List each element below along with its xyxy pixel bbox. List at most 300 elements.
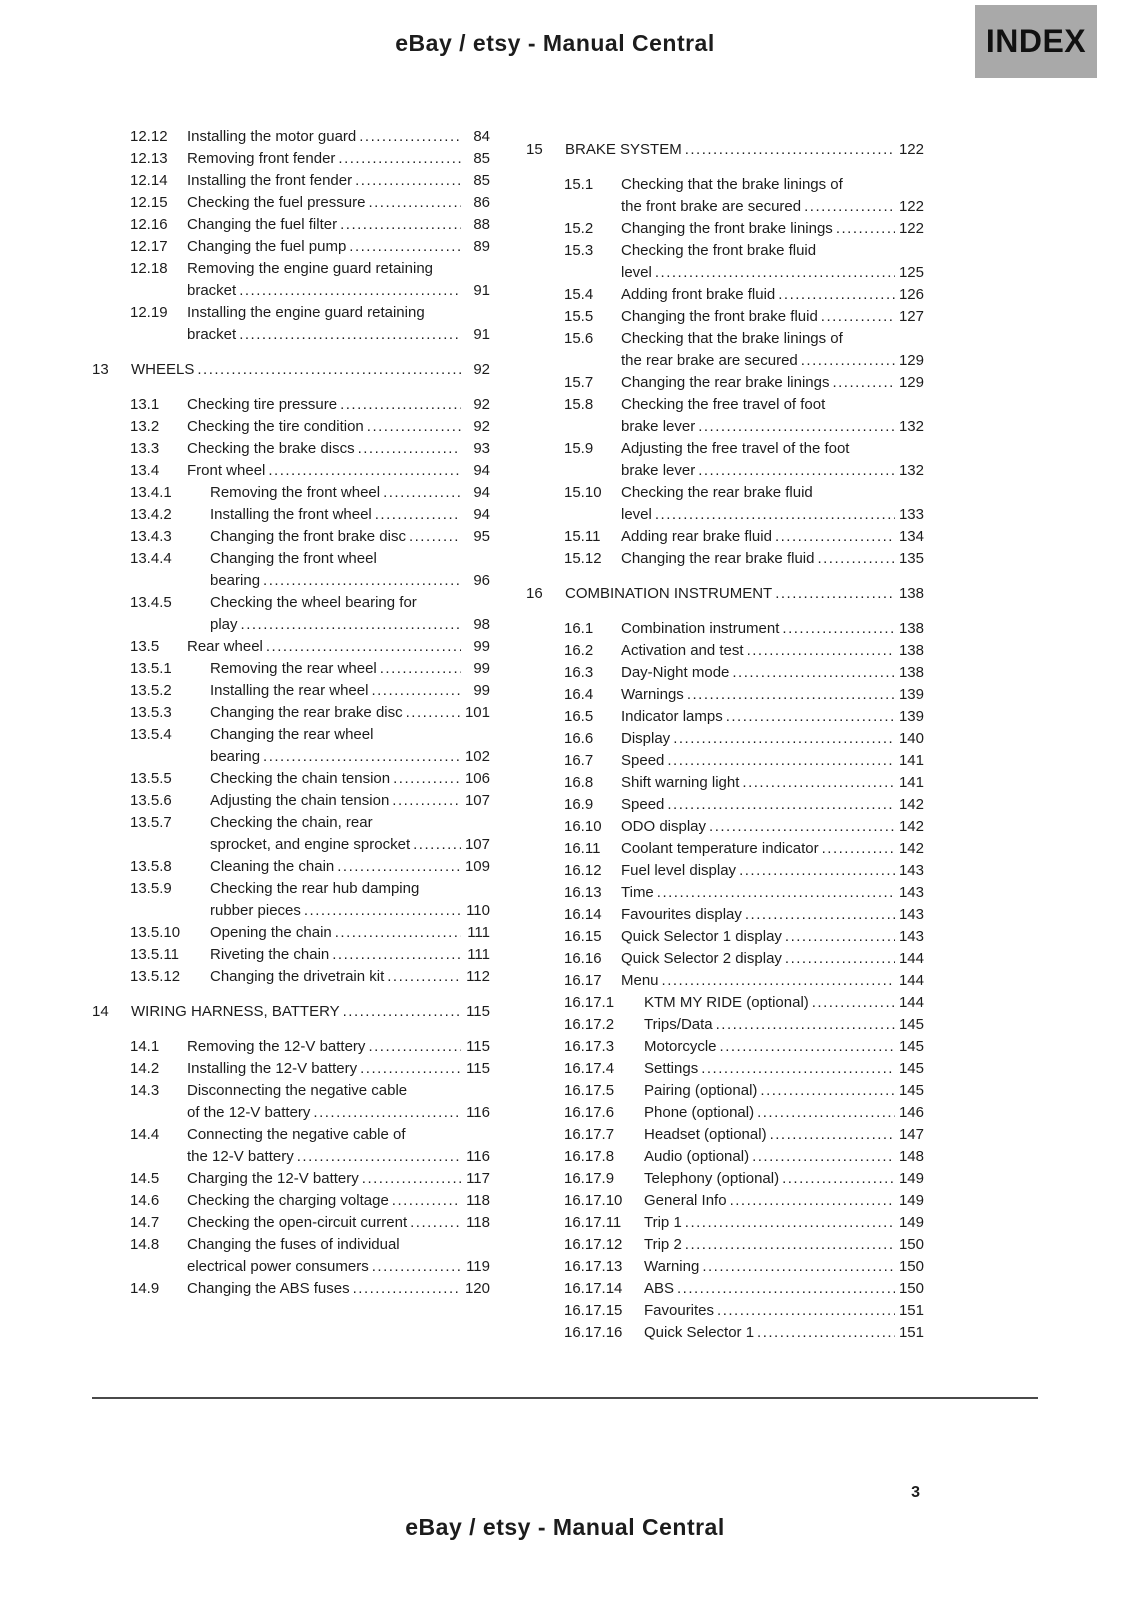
dot-leader [372, 1256, 461, 1278]
toc-entry-title-block [187, 1124, 490, 1168]
table-of-contents [92, 126, 924, 1344]
dot-leader [821, 306, 895, 328]
toc-entry-page: 143 [898, 862, 924, 879]
toc-entry-title: Connecting the negative cable of [187, 1126, 406, 1143]
toc-entry-line [621, 504, 924, 526]
toc-entry-line [621, 328, 924, 350]
toc-entry-title: Phone (optional) [644, 1104, 755, 1121]
toc-entry-title: Rear wheel [187, 638, 263, 655]
toc-entry-number: 16.17.3 [564, 1038, 615, 1055]
toc-entry-title: BRAKE SYSTEM [565, 141, 682, 158]
toc-entry-number: 16.17.12 [564, 1236, 623, 1253]
toc-entry-line [210, 702, 490, 724]
toc-entry-line [187, 1058, 490, 1080]
toc-entry-title: Trip 1 [644, 1214, 682, 1231]
toc-entry-number: 14.9 [130, 1280, 160, 1297]
toc-entry-row [92, 192, 490, 214]
toc-entry-title-block [644, 1300, 924, 1322]
toc-right-column [526, 126, 924, 1344]
dot-leader [413, 834, 461, 856]
toc-entry-title: Installing the 12-V battery [187, 1060, 358, 1077]
toc-entry-title-block [644, 1168, 924, 1190]
toc-entry-page: 85 [473, 150, 490, 167]
toc-entry-line [644, 1278, 924, 1300]
toc-entry-page: 92 [473, 418, 490, 435]
dot-leader [368, 192, 461, 214]
dot-leader [717, 1300, 895, 1322]
toc-entry-title: Riveting the chain [210, 946, 330, 963]
toc-entry-title: Changing the fuses of individual [187, 1236, 400, 1253]
toc-entry-line [644, 1168, 924, 1190]
toc-entry-line [210, 790, 490, 812]
toc-entry-title-block [644, 1190, 924, 1212]
dot-leader [197, 359, 461, 381]
toc-entry-number: 15.3 [564, 242, 594, 259]
toc-entry-number: 13.4.2 [130, 506, 172, 523]
dot-leader [804, 196, 895, 218]
toc-entry-page: 126 [898, 286, 924, 303]
toc-entry-page: 118 [466, 1192, 490, 1209]
toc-entry-number: 16.17.7 [564, 1126, 615, 1143]
toc-entry-title: Installing the engine guard retaining [187, 304, 425, 321]
toc-entry-number: 16.12 [564, 862, 602, 879]
toc-entry-title: Charging the 12-V battery [187, 1170, 359, 1187]
dot-leader [263, 570, 461, 592]
toc-entry-number: 13.1 [130, 396, 160, 413]
toc-entry-number: 16.5 [564, 708, 594, 725]
toc-entry-row [92, 1278, 490, 1300]
toc-entry-line [210, 944, 490, 966]
toc-entry-page: 110 [466, 902, 490, 919]
toc-entry-line [621, 772, 924, 794]
toc-entry-number: 16.17.1 [564, 994, 615, 1011]
toc-entry-page: 99 [473, 682, 490, 699]
toc-entry-title-block [644, 1102, 924, 1124]
dot-leader [371, 680, 461, 702]
toc-entry-number: 16.17.11 [564, 1214, 622, 1231]
toc-entry-page: 150 [898, 1236, 924, 1253]
footer-divider [92, 1397, 1038, 1399]
dot-leader [822, 838, 895, 860]
toc-entry-title: Disconnecting the negative cable [187, 1082, 408, 1099]
dot-leader [801, 350, 895, 372]
toc-entry-title: Trip 2 [644, 1236, 682, 1253]
toc-entry-title: Day-Night mode [621, 664, 730, 681]
toc-entry-line [621, 860, 924, 882]
toc-entry-line [621, 416, 924, 438]
toc-entry-title: Installing the front fender [187, 172, 353, 189]
toc-entry-page: 116 [466, 1148, 490, 1165]
toc-entry-title: Warnings [621, 686, 684, 703]
toc-entry-number: 16.6 [564, 730, 594, 747]
toc-entry-title-block [644, 1036, 924, 1058]
toc-entry-number: 15.2 [564, 220, 594, 237]
toc-entry-title-block [644, 1146, 924, 1168]
toc-entry-line [565, 583, 924, 605]
dot-leader [812, 992, 895, 1014]
toc-entry-title-block [187, 394, 490, 416]
toc-entry-title: ABS [644, 1280, 675, 1297]
toc-entry-line [644, 1212, 924, 1234]
dot-leader [757, 1322, 895, 1344]
toc-entry-page: 139 [898, 708, 924, 725]
dot-leader [340, 214, 461, 236]
toc-entry-line [187, 148, 490, 170]
toc-entry-line [621, 618, 924, 640]
dot-leader [239, 324, 461, 346]
toc-entry-title-block [621, 750, 924, 772]
toc-entry-title-block [565, 583, 924, 605]
toc-entry-page: 89 [473, 238, 490, 255]
dot-leader [742, 772, 895, 794]
toc-entry-title-block [187, 258, 490, 302]
toc-entry-line [621, 482, 924, 504]
toc-entry-page: 92 [473, 396, 490, 413]
toc-entry-page: 149 [898, 1170, 924, 1187]
toc-entry-row [526, 750, 924, 772]
toc-entry-line [210, 548, 490, 570]
toc-entry-page: 86 [473, 194, 490, 211]
toc-entry-title-block [187, 1212, 490, 1234]
toc-entry-row [526, 1256, 924, 1278]
toc-entry-title: Changing the rear brake disc [210, 704, 403, 721]
toc-entry-title-block [210, 482, 490, 504]
toc-entry-row [526, 328, 924, 372]
toc-entry-line [644, 992, 924, 1014]
toc-entry-page: 116 [466, 1104, 490, 1121]
toc-entry-row [92, 944, 490, 966]
toc-entry-title: Checking the brake discs [187, 440, 355, 457]
toc-entry-page: 144 [898, 950, 924, 967]
toc-entry-page: 151 [898, 1302, 924, 1319]
toc-entry-title: brake lever [621, 462, 696, 479]
toc-entry-row [526, 728, 924, 750]
toc-entry-number: 16.17.14 [564, 1280, 623, 1297]
toc-entry-title: Checking the charging voltage [187, 1192, 389, 1209]
toc-entry-line [621, 728, 924, 750]
toc-entry-title: Checking the fuel pressure [187, 194, 366, 211]
dot-leader [239, 280, 461, 302]
toc-entry-line [644, 1058, 924, 1080]
toc-entry-line [187, 280, 490, 302]
toc-entry-number: 16 [526, 585, 543, 602]
toc-entry-number: 13.5.10 [130, 924, 181, 941]
dot-leader [667, 794, 895, 816]
toc-chapter-row [92, 359, 490, 381]
toc-entry-title-block [210, 790, 490, 812]
toc-entry-page: 99 [473, 660, 490, 677]
toc-entry-row [526, 794, 924, 816]
toc-entry-number: 15.5 [564, 308, 594, 325]
toc-entry-number: 13.4.5 [130, 594, 172, 611]
toc-entry-row [92, 416, 490, 438]
toc-entry-row [92, 526, 490, 548]
toc-entry-title: Checking the chain, rear [210, 814, 373, 831]
dot-leader [393, 768, 461, 790]
toc-entry-title: rubber pieces [210, 902, 301, 919]
toc-entry-title: Removing the engine guard retaining [187, 260, 433, 277]
toc-entry-title-block [187, 1168, 490, 1190]
toc-entry-line [210, 834, 490, 856]
toc-entry-title: Warning [644, 1258, 700, 1275]
toc-entry-page: 118 [466, 1214, 490, 1231]
toc-entry-number: 12.15 [130, 194, 168, 211]
toc-entry-title-block [131, 1001, 490, 1023]
toc-entry-page: 101 [464, 704, 490, 721]
toc-entry-row [526, 684, 924, 706]
toc-entry-number: 12.18 [130, 260, 168, 277]
toc-entry-number: 16.3 [564, 664, 594, 681]
toc-entry-row [92, 812, 490, 856]
toc-entry-line [187, 236, 490, 258]
toc-entry-line [187, 302, 490, 324]
toc-entry-title-block [210, 504, 490, 526]
toc-entry-title-block [187, 1058, 490, 1080]
toc-entry-page: 138 [898, 620, 924, 637]
dot-leader [332, 944, 461, 966]
toc-entry-title-block [644, 1212, 924, 1234]
index-badge [975, 5, 1097, 78]
toc-entry-title: Checking the front brake fluid [621, 242, 817, 259]
toc-entry-title: Activation and test [621, 642, 744, 659]
toc-entry-number: 12.19 [130, 304, 168, 321]
toc-entry-page: 115 [466, 1060, 490, 1077]
toc-entry-title-block [187, 236, 490, 258]
toc-entry-title: Front wheel [187, 462, 266, 479]
toc-entry-line [621, 882, 924, 904]
dot-leader [817, 548, 895, 570]
toc-entry-number: 16.17.2 [564, 1016, 615, 1033]
toc-entry-title: Checking the rear hub damping [210, 880, 420, 897]
toc-entry-row [526, 1322, 924, 1344]
toc-entry-page: 145 [898, 1060, 924, 1077]
toc-entry-title-block [187, 1036, 490, 1058]
toc-entry-row [92, 258, 490, 302]
toc-entry-line [187, 438, 490, 460]
toc-entry-title: COMBINATION INSTRUMENT [565, 585, 773, 602]
toc-entry-title-block [187, 1234, 490, 1278]
toc-entry-row [92, 482, 490, 504]
toc-entry-line [621, 372, 924, 394]
toc-entry-line [210, 768, 490, 790]
dot-leader [375, 504, 461, 526]
dot-leader [655, 504, 895, 526]
toc-entry-line [644, 1036, 924, 1058]
toc-entry-title: Quick Selector 1 display [621, 928, 782, 945]
toc-entry-title: Changing the fuel pump [187, 238, 347, 255]
toc-entry-title-block [210, 724, 490, 768]
toc-entry-line [621, 306, 924, 328]
toc-entry-page: 142 [898, 796, 924, 813]
toc-entry-page: 145 [898, 1082, 924, 1099]
toc-entry-line [644, 1124, 924, 1146]
toc-entry-number: 13.4.3 [130, 528, 172, 545]
toc-entry-number: 14.6 [130, 1192, 160, 1209]
toc-entry-number: 14 [92, 1003, 109, 1020]
dot-leader [785, 926, 895, 948]
toc-entry-number: 16.2 [564, 642, 594, 659]
toc-entry-title-block [131, 359, 490, 381]
dot-leader [657, 882, 895, 904]
toc-entry-row [526, 772, 924, 794]
toc-entry-page: 125 [898, 264, 924, 281]
toc-entry-page: 151 [898, 1324, 924, 1341]
toc-entry-title-block [210, 680, 490, 702]
toc-entry-number: 16.17.9 [564, 1170, 615, 1187]
toc-entry-number: 16.14 [564, 906, 602, 923]
toc-entry-page: 93 [473, 440, 490, 457]
toc-entry-row [526, 1080, 924, 1102]
toc-entry-row [92, 636, 490, 658]
dot-leader [362, 1168, 461, 1190]
dot-leader [709, 816, 895, 838]
toc-entry-number: 16.11 [564, 840, 601, 857]
toc-entry-line [210, 966, 490, 988]
toc-entry-page: 149 [898, 1192, 924, 1209]
toc-entry-row [526, 1212, 924, 1234]
toc-entry-title-block [644, 1234, 924, 1256]
toc-entry-line [187, 1080, 490, 1102]
toc-entry-page: 149 [898, 1214, 924, 1231]
toc-entry-number: 14.8 [130, 1236, 160, 1253]
toc-entry-title: Pairing (optional) [644, 1082, 758, 1099]
toc-entry-line [187, 1234, 490, 1256]
toc-entry-page: 145 [898, 1016, 924, 1033]
dot-leader [747, 640, 895, 662]
toc-entry-title-block [210, 966, 490, 988]
toc-entry-title-block [210, 592, 490, 636]
toc-entry-title-block [621, 526, 924, 548]
toc-entry-row [92, 658, 490, 680]
toc-entry-row [526, 372, 924, 394]
toc-entry-line [644, 1146, 924, 1168]
toc-entry-row [92, 680, 490, 702]
toc-entry-title: the 12-V battery [187, 1148, 294, 1165]
toc-entry-number: 12.16 [130, 216, 168, 233]
toc-entry-title-block [621, 240, 924, 284]
toc-entry-title: bracket [187, 326, 237, 343]
toc-entry-title-block [210, 548, 490, 592]
dot-leader [677, 1278, 895, 1300]
toc-entry-line [621, 394, 924, 416]
dot-leader [782, 618, 895, 640]
toc-entry-number: 14.5 [130, 1170, 160, 1187]
toc-entry-title: bracket [187, 282, 237, 299]
toc-entry-row [92, 878, 490, 922]
dot-leader [268, 460, 461, 482]
toc-entry-row [92, 1234, 490, 1278]
toc-entry-title: Telephony (optional) [644, 1170, 780, 1187]
toc-entry-title: Shift warning light [621, 774, 740, 791]
toc-entry-number: 16.9 [564, 796, 594, 813]
toc-entry-title: Checking the free travel of foot [621, 396, 826, 413]
toc-entry-row [92, 504, 490, 526]
dot-leader [785, 948, 895, 970]
toc-entry-title: Checking that the brake linings of [621, 176, 843, 193]
toc-entry-page: 111 [467, 946, 490, 963]
toc-entry-title-block [621, 284, 924, 306]
toc-entry-line [210, 658, 490, 680]
dot-leader [355, 170, 461, 192]
toc-entry-row [92, 394, 490, 416]
page-title: eBay / etsy - Manual Central [395, 30, 715, 56]
toc-entry-page: 144 [898, 972, 924, 989]
toc-entry-line [621, 794, 924, 816]
toc-entry-title-block [187, 1278, 490, 1300]
toc-entry-page: 94 [473, 506, 490, 523]
toc-entry-title-block [621, 816, 924, 838]
toc-entry-title-block [621, 482, 924, 526]
dot-leader [745, 904, 895, 926]
toc-entry-line [187, 192, 490, 214]
dot-leader [409, 526, 461, 548]
toc-entry-number: 13.5.6 [130, 792, 172, 809]
dot-leader [349, 236, 461, 258]
toc-entry-title-block [621, 794, 924, 816]
toc-entry-title: KTM MY RIDE (optional) [644, 994, 809, 1011]
toc-entry-row [92, 592, 490, 636]
dot-leader [836, 218, 895, 240]
dot-leader [673, 728, 895, 750]
footer-title: eBay / etsy - Manual Central [405, 1514, 725, 1540]
dot-leader [360, 1058, 461, 1080]
toc-entry-page: 148 [898, 1148, 924, 1165]
toc-entry-title-block [210, 878, 490, 922]
toc-entry-line [621, 438, 924, 460]
toc-entry-title-block [644, 1278, 924, 1300]
toc-entry-row [92, 1190, 490, 1212]
toc-entry-title: Installing the motor guard [187, 128, 357, 145]
toc-entry-row [526, 992, 924, 1014]
toc-entry-title-block [644, 1256, 924, 1278]
toc-entry-line [644, 1014, 924, 1036]
index-label: INDEX [985, 23, 1087, 59]
dot-leader [313, 1102, 461, 1124]
toc-entry-number: 14.3 [130, 1082, 160, 1099]
toc-entry-line [210, 812, 490, 834]
dot-leader [343, 1001, 461, 1023]
toc-entry-line [644, 1300, 924, 1322]
toc-entry-title: Favourites display [621, 906, 742, 923]
toc-entry-number: 16.17 [564, 972, 602, 989]
toc-entry-line [621, 174, 924, 196]
toc-entry-title-block [210, 658, 490, 680]
toc-entry-line [644, 1256, 924, 1278]
toc-entry-title-block [621, 970, 924, 992]
toc-entry-title-block [187, 126, 490, 148]
toc-entry-number: 13.5 [130, 638, 160, 655]
toc-entry-title: Checking tire pressure [187, 396, 338, 413]
toc-entry-row [92, 548, 490, 592]
toc-entry-row [92, 856, 490, 878]
toc-entry-row [526, 1190, 924, 1212]
toc-entry-title: ODO display [621, 818, 707, 835]
toc-entry-page: 122 [898, 220, 924, 237]
toc-entry-title-block [210, 702, 490, 724]
toc-entry-title: Favourites [644, 1302, 715, 1319]
toc-entry-line [187, 1036, 490, 1058]
toc-entry-row [526, 174, 924, 218]
toc-entry-line [187, 170, 490, 192]
toc-entry-line [621, 218, 924, 240]
toc-entry-number: 15.4 [564, 286, 594, 303]
toc-entry-title-block [621, 394, 924, 438]
toc-entry-page: 147 [898, 1126, 924, 1143]
dot-leader [698, 460, 895, 482]
toc-entry-title: Removing front fender [187, 150, 336, 167]
toc-entry-title: electrical power consumers [187, 1258, 369, 1275]
toc-entry-line [621, 284, 924, 306]
